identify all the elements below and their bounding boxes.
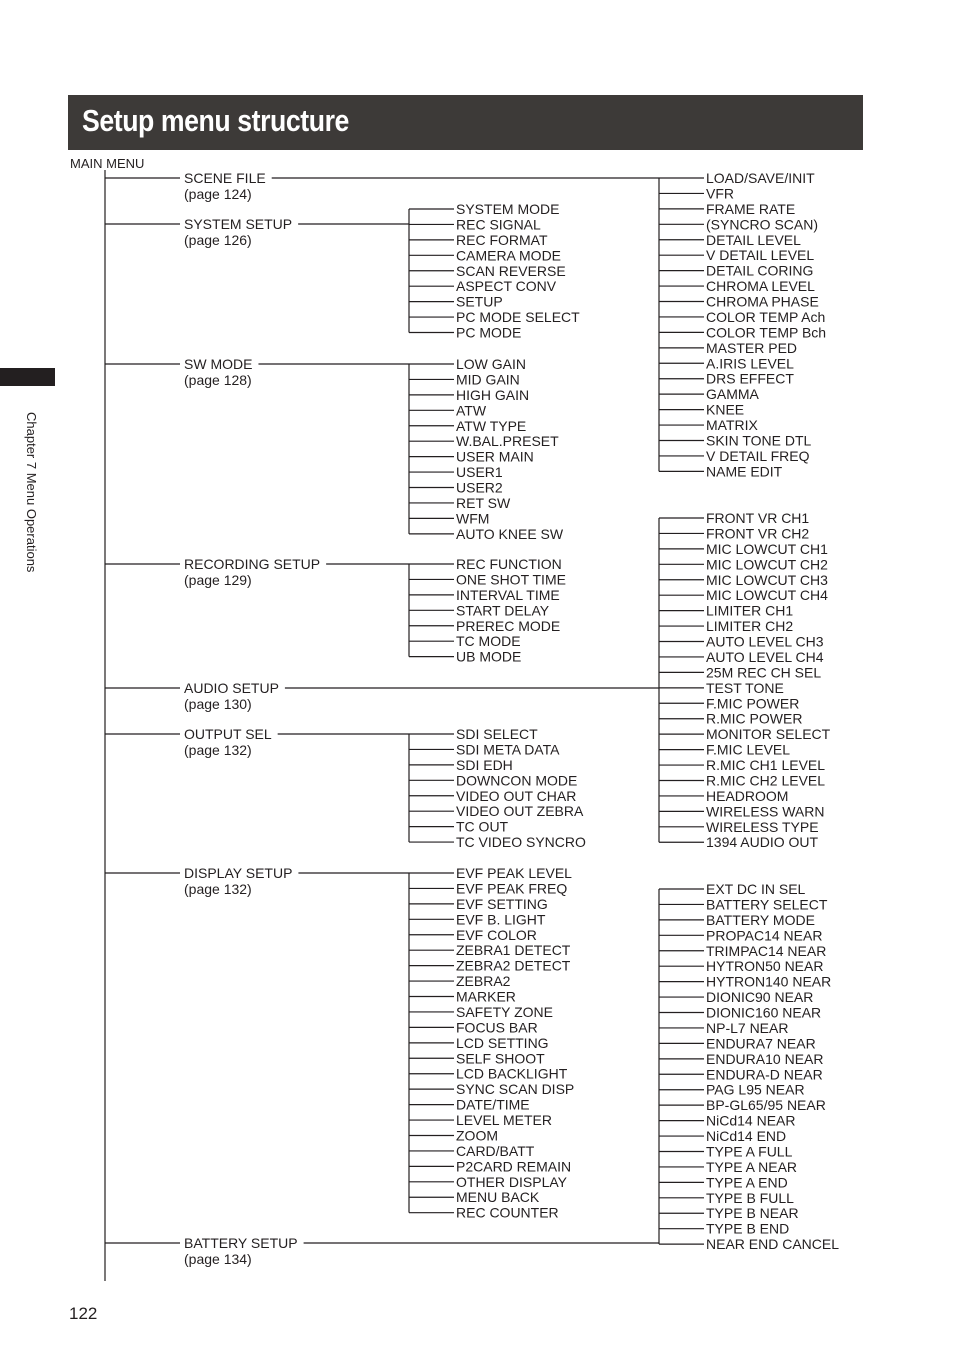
right-group-item: R.MIC CH2 LEVEL — [706, 772, 826, 789]
submenu-item: ATW — [456, 402, 487, 419]
right-group-item: TYPE B FULL — [706, 1189, 794, 1206]
submenu-item: DATE/TIME — [456, 1096, 530, 1113]
submenu-item: EVF COLOR — [456, 926, 537, 943]
right-group-item: DIONIC160 NEAR — [706, 1004, 822, 1021]
submenu-item: SDI SELECT — [456, 726, 538, 742]
submenu-item: MENU BACK — [456, 1189, 540, 1206]
submenu-item: ZOOM — [456, 1127, 498, 1144]
submenu-item: PREREC MODE — [456, 617, 561, 634]
menu-label: SCENE FILE — [184, 170, 266, 186]
right-group-item: COLOR TEMP Ach — [706, 308, 826, 325]
right-group-item: PROPAC14 NEAR — [706, 927, 823, 944]
page-title: Setup menu structure — [82, 103, 349, 138]
submenu-item: VIDEO OUT CHAR — [456, 787, 577, 804]
menu-page-ref: (page 128) — [184, 372, 252, 388]
right-group-item: DETAIL LEVEL — [706, 231, 801, 248]
right-group-item: LOAD/SAVE/INIT — [706, 170, 815, 186]
right-group-item: ENDURA7 NEAR — [706, 1035, 816, 1052]
submenu-item: USER MAIN — [456, 448, 534, 465]
submenu-item: W.BAL.PRESET — [456, 433, 559, 450]
right-group-item: FRONT VR CH2 — [706, 525, 810, 542]
submenu-item: EVF PEAK LEVEL — [456, 865, 572, 881]
submenu-item: LOW GAIN — [456, 356, 527, 372]
right-group-item: BATTERY MODE — [706, 911, 815, 928]
submenu-item: SYSTEM MODE — [456, 201, 560, 217]
right-group-item: ENDURA10 NEAR — [706, 1050, 824, 1067]
right-group-item: LIMITER CH2 — [706, 618, 794, 635]
menu-label: SYSTEM SETUP — [184, 216, 293, 232]
menu-label: AUDIO SETUP — [184, 680, 279, 696]
submenu-item: SAFETY ZONE — [456, 1003, 553, 1020]
submenu-item: REC SIGNAL — [456, 216, 541, 233]
menu-page-ref: (page 129) — [184, 572, 252, 588]
right-group-item: NiCd14 END — [706, 1128, 787, 1145]
submenu-item: ATW TYPE — [456, 417, 527, 434]
submenu-item: ASPECT CONV — [456, 278, 557, 295]
right-group-item: AUTO LEVEL CH4 — [706, 648, 824, 665]
submenu-item: SCAN REVERSE — [456, 262, 566, 279]
right-group-item: F.MIC LEVEL — [706, 741, 791, 758]
right-group-item: TYPE A NEAR — [706, 1158, 798, 1175]
right-group-item: MIC LOWCUT CH3 — [706, 571, 828, 588]
right-group-item: TYPE A FULL — [706, 1143, 793, 1160]
submenu-item: REC COUNTER — [456, 1204, 559, 1221]
menu-page-ref: (page 132) — [184, 742, 252, 758]
right-group-item: 1394 AUDIO OUT — [706, 834, 819, 851]
submenu-item: CARD/BATT — [456, 1142, 535, 1159]
submenu-item: START DELAY — [456, 602, 550, 619]
submenu-item: SDI META DATA — [456, 741, 560, 758]
menu-label: OUTPUT SEL — [184, 726, 272, 742]
right-group-item: PAG L95 NEAR — [706, 1081, 805, 1098]
right-group-item: HEADROOM — [706, 787, 789, 804]
submenu-item: ZEBRA1 DETECT — [456, 942, 571, 959]
submenu-item: LEVEL METER — [456, 1112, 552, 1129]
right-group-item: HYTRON50 NEAR — [706, 958, 824, 975]
right-group-item: FRONT VR CH1 — [706, 510, 810, 526]
submenu-item: VIDEO OUT ZEBRA — [456, 803, 584, 820]
right-group-item: MIC LOWCUT CH4 — [706, 587, 828, 604]
right-group-item: MIC LOWCUT CH1 — [706, 540, 828, 557]
submenu-item: PC MODE — [456, 324, 522, 341]
submenu-item: EVF PEAK FREQ — [456, 880, 568, 897]
right-group-item: BP-GL65/95 NEAR — [706, 1097, 826, 1114]
submenu-item: SYNC SCAN DISP — [456, 1081, 575, 1098]
submenu-item: ONE SHOT TIME — [456, 571, 566, 588]
submenu-item: LCD SETTING — [456, 1034, 549, 1051]
submenu-item: PC MODE SELECT — [456, 309, 580, 326]
right-group-item: FRAME RATE — [706, 200, 796, 217]
right-group-item: NAME EDIT — [706, 463, 783, 480]
menu-label: DISPLAY SETUP — [184, 865, 293, 881]
right-group-item: TYPE B END — [706, 1220, 790, 1237]
right-group-item: KNEE — [706, 401, 745, 418]
menu-label: SW MODE — [184, 356, 253, 372]
right-group-item: MASTER PED — [706, 339, 798, 356]
submenu-item: ZEBRA2 DETECT — [456, 957, 571, 974]
submenu-item: TC OUT — [456, 818, 509, 835]
right-group-item: COLOR TEMP Bch — [706, 324, 827, 341]
submenu-item: FOCUS BAR — [456, 1019, 538, 1036]
submenu-item: LCD BACKLIGHT — [456, 1065, 568, 1082]
submenu-item: SETUP — [456, 293, 503, 310]
page-number: 122 — [69, 1304, 98, 1323]
right-group-item: TYPE A END — [706, 1174, 788, 1191]
right-group-item: WIRELESS WARN — [706, 803, 825, 820]
submenu-item: OTHER DISPLAY — [456, 1173, 567, 1190]
submenu-item: WFM — [456, 510, 490, 527]
right-group-item: TYPE B NEAR — [706, 1205, 799, 1222]
right-group-item: R.MIC CH1 LEVEL — [706, 757, 826, 774]
right-group-item: DIONIC90 NEAR — [706, 989, 814, 1006]
submenu-item: EVF SETTING — [456, 895, 548, 912]
right-group-item: V DETAIL FREQ — [706, 447, 810, 464]
menu-page-ref: (page 134) — [184, 1251, 252, 1267]
right-group-item: MATRIX — [706, 417, 758, 434]
submenu-item: AUTO KNEE SW — [456, 525, 564, 542]
submenu-item: USER1 — [456, 464, 503, 481]
right-group-item: DRS EFFECT — [706, 370, 794, 387]
right-group-item: NP-L7 NEAR — [706, 1019, 789, 1036]
right-group-item: 25M REC CH SEL — [706, 664, 822, 681]
submenu-item: MID GAIN — [456, 371, 520, 388]
submenu-item: HIGH GAIN — [456, 386, 530, 403]
menu-page-ref: (page 130) — [184, 696, 252, 712]
submenu-item: TC MODE — [456, 633, 521, 650]
right-group-item: SKIN TONE DTL — [706, 432, 812, 449]
right-group-item: NEAR END CANCEL — [706, 1236, 840, 1253]
right-group-item: NiCd14 NEAR — [706, 1112, 796, 1129]
right-group-item: V DETAIL LEVEL — [706, 247, 815, 264]
menu-label: RECORDING SETUP — [184, 556, 321, 572]
submenu-item: CAMERA MODE — [456, 247, 562, 264]
submenu-item: MARKER — [456, 988, 516, 1005]
submenu-item: SDI EDH — [456, 756, 513, 773]
right-group-item: VFR — [706, 185, 734, 202]
submenu-item: DOWNCON MODE — [456, 772, 578, 789]
right-group-item: (SYNCRO SCAN) — [706, 216, 819, 233]
right-group-item: WIRELESS TYPE — [706, 818, 819, 835]
submenu-item: ZEBRA2 — [456, 973, 511, 990]
submenu-item: REC FORMAT — [456, 231, 548, 248]
right-group-item: A.IRIS LEVEL — [706, 355, 794, 372]
submenu-item: USER2 — [456, 479, 503, 496]
submenu-item: P2CARD REMAIN — [456, 1158, 572, 1175]
main-menu-label: MAIN MENU — [70, 156, 145, 171]
right-group-item: LIMITER CH1 — [706, 602, 794, 619]
menu-page-ref: (page 132) — [184, 881, 252, 897]
right-group-item: AUTO LEVEL CH3 — [706, 633, 824, 650]
right-group-item: BATTERY SELECT — [706, 896, 828, 913]
submenu-item: REC FUNCTION — [456, 556, 562, 572]
right-group-item: R.MIC POWER — [706, 710, 803, 727]
right-group-item: ENDURA-D NEAR — [706, 1066, 823, 1083]
menu-label: BATTERY SETUP — [184, 1235, 298, 1251]
right-group-item: HYTRON140 NEAR — [706, 973, 832, 990]
right-group-item: CHROMA PHASE — [706, 293, 819, 310]
right-group-item: TRIMPAC14 NEAR — [706, 942, 827, 959]
menu-page-ref: (page 126) — [184, 232, 252, 248]
submenu-item: INTERVAL TIME — [456, 586, 560, 603]
right-group-item: DETAIL CORING — [706, 262, 814, 279]
submenu-item: RET SW — [456, 494, 511, 511]
chapter-label: Chapter 7 Menu Operations — [24, 412, 39, 573]
right-group-item: MONITOR SELECT — [706, 726, 831, 743]
right-group-item: TEST TONE — [706, 679, 784, 696]
right-group-item: GAMMA — [706, 386, 759, 403]
right-group-item: EXT DC IN SEL — [706, 881, 806, 897]
submenu-item: UB MODE — [456, 648, 522, 665]
right-group-item: F.MIC POWER — [706, 695, 800, 712]
submenu-item: TC VIDEO SYNCRO — [456, 834, 586, 851]
menu-page-ref: (page 124) — [184, 186, 252, 202]
submenu-item: EVF B. LIGHT — [456, 911, 546, 928]
submenu-item: SELF SHOOT — [456, 1050, 545, 1067]
right-group-item: MIC LOWCUT CH2 — [706, 556, 828, 573]
right-group-item: CHROMA LEVEL — [706, 278, 815, 295]
